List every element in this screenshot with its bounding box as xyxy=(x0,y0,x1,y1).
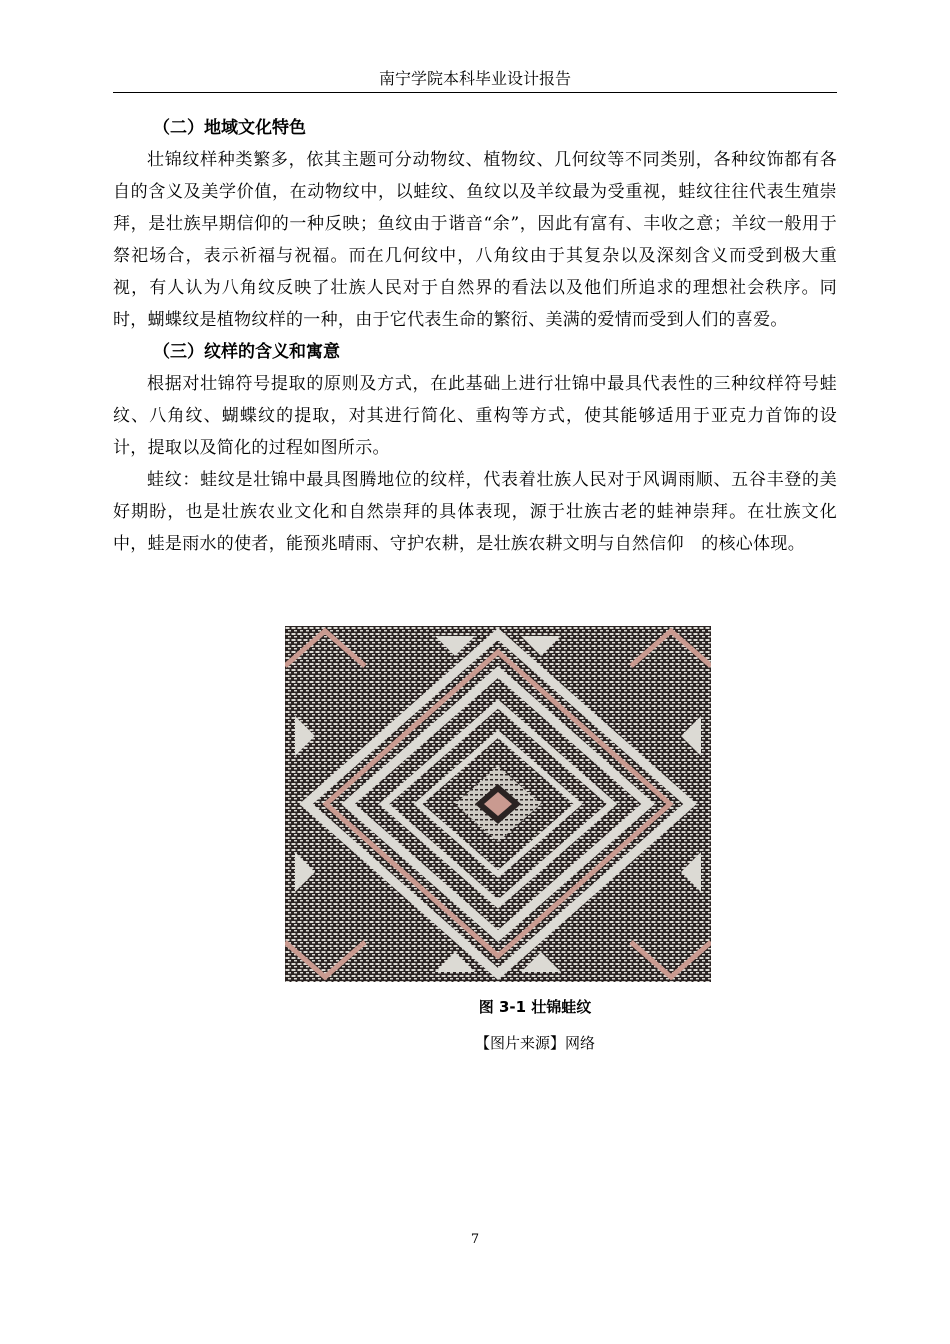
header-title: 南宁学院本科毕业设计报告 xyxy=(378,69,571,88)
paragraph-frog-pattern: 蛙纹：蛙纹是壮锦中最具图腾地位的纹样，代表着壮族人民对于风调雨顺、五谷丰登的美好期盼，也是壮族农业文化和自然崇拜的具体表现，源于壮族古老的蛙神崇拜。在壮族文化中，蛙是雨水的使者，能预兆晴雨、守护农耕，是壮族农耕文明与自然信仰 的核心体现。 xyxy=(113,470,837,554)
document-body xyxy=(113,112,837,560)
page-header xyxy=(113,66,837,93)
paragraph-extraction: 根据对壮锦符号提取的原则及方式，在此基础上进行壮锦中最具代表性的三种纹样符号蛙纹、八角纹、蝴蝶纹的提取，对其进行简化、重构等方式，使其能够适用于亚克力首饰的设计，提取以及简化的过程如图所示。 xyxy=(113,374,837,458)
paragraph-pattern-types: 壮锦纹样种类繁多，依其主题可分动物纹、植物纹、几何纹等不同类别，各种纹饰都有各自的含义及美学价值，在动物纹中，以蛙纹、鱼纹以及羊纹最为受重视，蛙纹往往代表生殖崇拜，是壮族早期信仰的一种反映；鱼纹由于谐音“余”，因此有富有、丰收之意；羊纹一般用于祭祀场合，表示祈福与祝福。而在几何纹中，八角纹由于其复杂以及深刻含义而受到极大重视，有人认为八角纹反映了壮族人民对于自然界的看法以及他们所追求的理想社会秩序。同时，蝴蝶纹是植物纹样的一种，由于它代表生命的繁衍、美满的爱情而受到人们的喜爱。 xyxy=(113,150,837,330)
brocade-pattern-svg xyxy=(285,626,711,982)
section-heading-regional-culture: （二）地域文化特色 xyxy=(153,118,306,138)
zhuang-brocade-frog-pattern-image xyxy=(285,626,711,982)
page-number: 7 xyxy=(470,1232,480,1247)
figure-caption: 图 3-1 壮锦蛙纹 xyxy=(478,998,592,1016)
figure-source: 【图片来源】网络 xyxy=(474,1034,595,1052)
section-heading-pattern-meaning: （三）纹样的含义和寓意 xyxy=(153,342,340,362)
